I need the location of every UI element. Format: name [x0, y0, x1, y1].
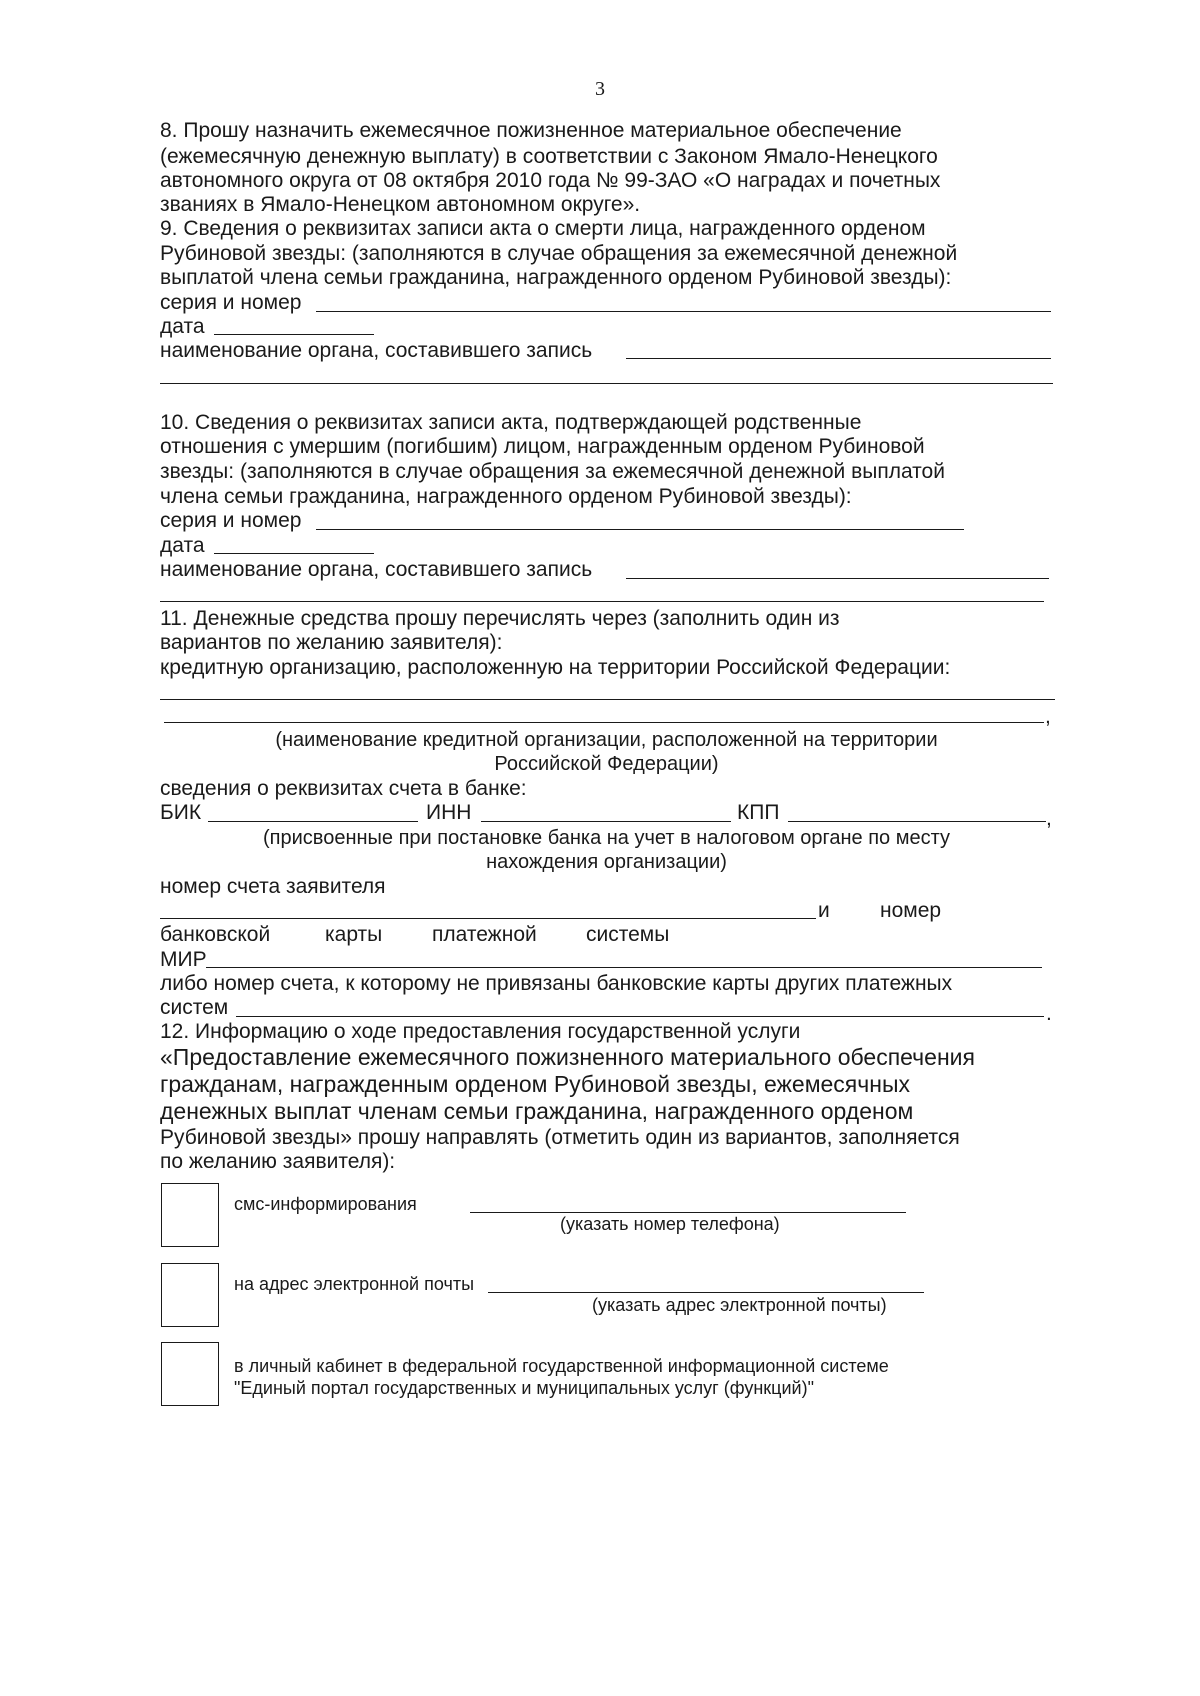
mir-label: МИР: [160, 948, 207, 971]
section-9-line-3: выплатой члена семьи гражданина, награжденного орденом Рубиновой звезды):: [160, 266, 952, 289]
section-12-line-2: «Предоставление ежемесячного пожизненного материального обеспечения: [160, 1044, 975, 1070]
section-10-line-4: члена семьи гражданина, награжденного орденом Рубиновой звезды):: [160, 485, 852, 508]
portal-option-line-1: в личный кабинет в федеральной государственной информационной системе: [234, 1356, 889, 1376]
bank-name-field[interactable]: [160, 699, 1055, 700]
account-number-label: номер счета заявителя: [160, 875, 386, 898]
bank-details-label: сведения о реквизитах счета в банке:: [160, 777, 527, 800]
card-word-card: карты: [325, 923, 383, 946]
section-9-line-1: 9. Сведения о реквизитах записи акта о смерти лица, награжденного орденом: [160, 217, 926, 240]
other-account-field[interactable]: [236, 1016, 1044, 1017]
section-9-serial-label: серия и номер: [160, 291, 302, 314]
email-field[interactable]: [488, 1292, 924, 1293]
section-12-line-3: гражданам, награжденным орденом Рубиновой звезды, ежемесячных: [160, 1071, 910, 1097]
bank-name-hint-line-2: Российской Федерации): [494, 753, 719, 775]
section-10-date-field[interactable]: [214, 553, 374, 554]
kpp-label: КПП: [737, 801, 780, 824]
card-number-label: номер: [880, 899, 942, 922]
page-number: 3: [595, 78, 605, 100]
bik-label: БИК: [160, 801, 202, 824]
inn-field[interactable]: [481, 821, 731, 822]
inn-label: ИНН: [426, 801, 472, 824]
portal-option-line-2: "Единый портал государственных и муниципальных услуг (функций)": [234, 1378, 814, 1398]
section-8-line-3: автономного округа от 08 октября 2010 года № 99-ЗАО «О наградах и почетных: [160, 169, 941, 192]
section-10-date-label: дата: [160, 534, 205, 557]
kpp-field[interactable]: [788, 821, 1046, 822]
section-9-date-field[interactable]: [214, 334, 374, 335]
section-12-line-6: по желанию заявителя):: [160, 1150, 396, 1173]
account-number-field[interactable]: [160, 918, 816, 919]
section-12-line-4: денежных выплат членам семьи гражданина, награжденного орденом: [160, 1098, 914, 1124]
section-8-line-1: 8. Прошу назначить ежемесячное пожизненное материальное обеспечение: [160, 119, 902, 142]
section-9-organ-field[interactable]: [626, 358, 1051, 359]
section-8-line-2: (ежемесячную денежную выплату) в соответствии с Законом Ямало-Ненецкого: [160, 145, 938, 168]
bank-name-comma: ,: [1045, 705, 1051, 728]
email-checkbox[interactable]: [161, 1263, 219, 1327]
email-option-label: на адрес электронной почты: [234, 1274, 475, 1294]
section-12-line-5: Рубиновой звезды» прошу направлять (отметить один из вариантов, заполняется: [160, 1126, 960, 1149]
section-12-line-1: 12. Информацию о ходе предоставления государственной услуги: [160, 1020, 801, 1043]
email-hint: (указать адрес электронной почты): [592, 1295, 887, 1315]
sms-option-label: смс-информирования: [234, 1194, 417, 1214]
kpp-comma: ,: [1046, 807, 1052, 830]
section-10-serial-label: серия и номер: [160, 509, 302, 532]
section-8-line-4: званиях в Ямало-Ненецком автономном округе».: [160, 193, 641, 216]
other-account-line-1: либо номер счета, к которому не привязаны банковские карты других платежных: [160, 972, 953, 995]
bank-details-hint-line-1: (присвоенные при постановке банка на учет в налоговом органе по месту: [263, 827, 950, 849]
other-account-line-2: систем: [160, 996, 229, 1019]
bank-name-hint-line-1: (наименование кредитной организации, расположенной на территории: [275, 729, 938, 751]
card-word-system: системы: [586, 923, 670, 946]
bank-name-field-line-2[interactable]: [164, 722, 1044, 723]
bank-details-hint-line-2: нахождения организации): [486, 851, 727, 873]
phone-hint: (указать номер телефона): [560, 1214, 780, 1234]
section-11-line-3: кредитную организацию, расположенную на территории Российской Федерации:: [160, 656, 951, 679]
section-10-serial-field[interactable]: [316, 529, 964, 530]
portal-checkbox[interactable]: [161, 1342, 219, 1406]
section-11-line-1: 11. Денежные средства прошу перечислять через (заполнить один из: [160, 607, 840, 630]
section-9-organ-label: наименование органа, составившего запись: [160, 339, 593, 362]
section-9-line-2: Рубиновой звезды: (заполняются в случае обращения за ежемесячной денежной: [160, 242, 958, 265]
section-11-line-2: вариантов по желанию заявителя):: [160, 631, 503, 654]
sms-checkbox[interactable]: [161, 1183, 219, 1247]
section-9-serial-field[interactable]: [316, 311, 1051, 312]
section-10-organ-field-line-2[interactable]: [160, 601, 1044, 602]
section-9-organ-field-line-2[interactable]: [160, 383, 1053, 384]
section-10-organ-field[interactable]: [626, 578, 1049, 579]
section-10-line-3: звезды: (заполняются в случае обращения за ежемесячной денежной выплатой: [160, 460, 945, 483]
card-word-bank: банковской: [160, 923, 271, 946]
section-10-line-1: 10. Сведения о реквизитах записи акта, подтверждающей родственные: [160, 411, 862, 434]
section-10-organ-label: наименование органа, составившего запись: [160, 558, 593, 581]
other-account-period: .: [1046, 1002, 1052, 1025]
section-10-line-2: отношения с умершим (погибшим) лицом, награжденным орденом Рубиновой: [160, 435, 925, 458]
and-label: и: [818, 899, 830, 922]
card-word-payment: платежной: [432, 923, 537, 946]
mir-card-field[interactable]: [206, 967, 1042, 968]
section-9-date-label: дата: [160, 315, 205, 338]
bik-field[interactable]: [208, 821, 418, 822]
